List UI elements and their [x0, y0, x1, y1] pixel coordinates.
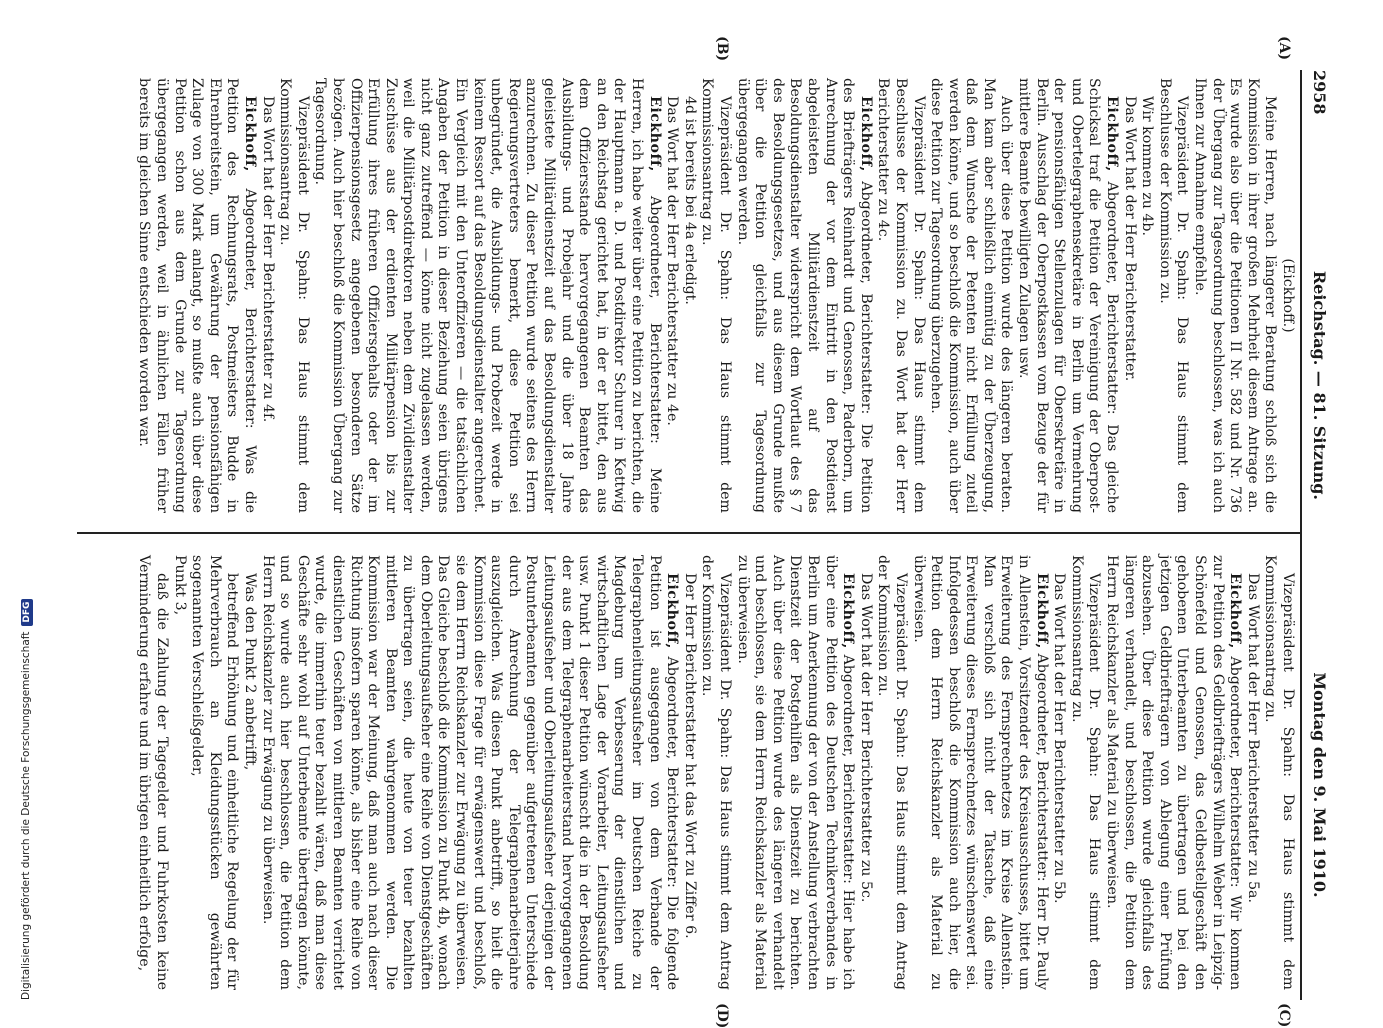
header-rule	[1301, 70, 1303, 1000]
speech-text: Abgeordneter, Berichterstatter: Was die Petition des Rechnungsrats, Postmeisters Budde in Ehrenbreitstein, um Gewährung der pensionsfähigen Zulage von 300 Mark anlangt, so mußte auch über diese Petition schon aus dem Grunde zur Tagesordnung übergegangen werden, weil in ähnlichen Fällen früher bereits im gleichen Sinne entschieden worden war.	[136, 78, 258, 513]
speaker-name: Eickhoff,	[1033, 573, 1050, 649]
speech-paragraph	[1102, 555, 1243, 990]
margin-marker-d: (D)	[714, 1003, 730, 1028]
paragraph: Meine Herren, nach längerer Beratung schloß sich die Kommission in ihrer großen Mehrheit diesem Antrage an. Es wurde also über die Petitionen II Nr. 582 und Nr. 736 der Übergang zur Tagesordnung beschlossen, was ich auch Ihnen zur Annahme empfehle.	[1192, 78, 1279, 513]
speech-paragraph	[1015, 78, 1121, 513]
credit-text: Digitalisierung gefördert durch die Deutsche Forschungsgemeinschaft	[20, 631, 32, 1000]
speech-text: Abgeordneter, Berichterstatter: Die folgende Petition ist ausgegangen von dem Verbande der Telegraphenleitungsaufseher im Deutschen Reiche zu Magdeburg um Verbesserung der dienstlichen und wirtschaftlichen Lage der Vorarbeiter, Leitungsaufseher usw. Punkt 1 dieser Petition wünscht die in der Besoldung der aus dem Telegraphenarbeiterstand hervorgegangenen Leitungsaufseher und Oberleitungsaufseher derjenigen der Postunterbeamten gegenüber aufgetretenen Unterschiede durch Anrechnung der Telegraphenarbeiterjahre auszugleichen. Was diesen Punkt anbetrifft, so hielt die Kommission diese Frage für erwägenswert und beschloß, sie dem Herrn Reichskanzler zur Erwägung zu überweisen. Das Gleiche beschloß die Kommission zu Punkt 4b, wonach dem Oberleitungsaufseher eine Reihe von Dienstgeschäften zu übertragen seien, die heute von teuer bezahlten mittleren Beamten wahrgenommen werden. Die Kommission war der Meinung, daß man auch nach dieser Richtung insofern sparen könne, als bisher eine Reihe von dienstlichen Geschäften von mittleren Beamten verrichtet wurde, die immerhin teuer bezahlt wären, daß man diese Geschäfte sehr wohl auf Unterbeamte übertragen könnte, und so wurde auch hier beschlossen, die Petition dem Herrn Reichskanzler zur Erwägung zu überweisen.	[259, 555, 681, 990]
paragraph: Auch über diese Petition wurde des längeren beraten. Man kam aber schließlich einmütig zu der Überzeugung, daß dem Wunsche der Petenten nicht Erfüllung zuteil werden könne, und so beschloß die Kommission, auch über diese Petition zur Tagesordnung überzugehen.	[928, 78, 1015, 513]
paragraph: Vizepräsident Dr. Spahn: Das Haus stimmt dem Beschlusse der Kommission zu. Das Wort hat der Herr Berichterstatter zu 4c.	[875, 78, 927, 513]
paragraph: Das Wort hat der Herr Berichterstatter zu 5c.	[857, 573, 874, 903]
paragraph: Punkt 3,	[171, 555, 188, 616]
paragraph: Wir kommen zu 4b.	[1139, 96, 1156, 236]
paragraph: betreffend Erhöhung und einheitliche Regelung der für Mehrverbrauch an Kleidungsstücken gewährten sogenannten Verschleißgelder,	[189, 555, 241, 990]
paragraph: Vizepräsident Dr. Spahn: Das Haus stimmt dem Kommissionsantrag zu.	[277, 78, 311, 513]
left-column	[135, 78, 1296, 513]
speech-paragraph	[909, 555, 1050, 990]
margin-marker-a: (A)	[1276, 36, 1292, 61]
paragraph: Was den Punkt 2 anbetrifft,	[241, 573, 258, 771]
speech-text: Abgeordneter, Berichterstatter: Das gleiche Schicksal traf die Petition der Vereinigung der Oberpost- und Obertelegraphensekretäre in Berlin um Vermehrung der pensionsfähigen Stellenzulagen für Obersekretäre in Berlin. Ausschlag der Oberpostkassen vom Bezuge der für mittlere Beamte bewilligten Zulagen usw.	[1016, 78, 1121, 514]
page-number: 2958	[1310, 70, 1329, 115]
speaker-name: Eickhoff,	[857, 96, 874, 172]
header-date: Montag den 9. Mai 1910.	[1310, 672, 1329, 898]
header-session-title: Reichstag. — 81. Sitzung.	[1310, 270, 1329, 500]
dfg-logo: DFG	[21, 599, 33, 626]
speech-paragraph	[135, 78, 258, 513]
speech-text: Abgeordneter, Berichterstatter: Die Petition des Briefträgers Reinhardt und Genossen, Paderborn, um Anrechnung der vor dem Eintritt in den Postdienst abgeleisteten Militärdienstzeit auf das Besoldungsdienstalter widerspricht dem Wortlaut des § 7 des Besoldungsgesetzes, und aus diesem Grunde mußte über die Petition gleichfalls zur Tagesordnung übergegangen werden.	[734, 78, 874, 514]
paragraph: Vizepräsident Dr. Spahn: Das Haus stimmt dem Kommissionsantrag zu.	[699, 78, 733, 513]
speech-paragraph	[733, 555, 856, 990]
speech-paragraph	[258, 555, 680, 990]
speaker-name: Eickhoff,	[840, 573, 857, 649]
right-column	[135, 555, 1296, 990]
paragraph: 4d ist bereits bei 4a erledigt.	[681, 96, 698, 305]
digitization-credit	[20, 599, 33, 1000]
paragraph: Das Wort hat der Herr Berichterstatter zu 4e.	[664, 96, 681, 426]
speaker-name: Eickhoff,	[646, 96, 663, 172]
paragraph: Vizepräsident Dr. Spahn: Das Haus stimmt dem Kommissionsantrag zu.	[1068, 555, 1103, 990]
speech-paragraph	[311, 78, 663, 513]
paragraph: Vizepräsident Dr. Spahn: Das Haus stimmt dem Antrag der Kommission zu.	[699, 555, 733, 990]
speaker-continuation: (Eickhoff.)	[1280, 258, 1296, 333]
paragraph: Das Wort hat der Herr Berichterstatter zu 5a.	[1244, 573, 1261, 903]
speaker-name: Eickhoff,	[241, 96, 258, 172]
speaker-name: Eickhoff,	[1227, 573, 1244, 649]
page-header	[1300, 70, 1330, 1000]
paragraph: Vizepräsident Dr. Spahn: Das Haus stimmt dem Kommissionsantrag zu.	[1262, 555, 1296, 990]
speech-text: Abgeordneter, Berichterstatter: Meine Herren, ich habe weiter über eine Petition zu berichten, die der Hauptmann a. D. und Postdirektor Schurer in Kettwig an den Reichstag gerichtet hat, in der er bittet, den aus dem Offiziersstande hervorgegangenen Beamten das Ausbildungs- und Probejahr und die über 18 Jahre geleistete Militärdienstzeit auf das Besoldungsdienstalter anzurechnen. Zu dieser Petition wurde seitens des Herrn Regierungsvertreters bemerkt, diese Petition sei unbegründet, die Ausbildungs- und Probezeit werde in keinem Ressort auf das Besoldungsdienstalter angerechnet. Ein Vergleich mit den Unteroffizieren — die tatsächlichen Angaben der Petition in dieser Beziehung seien übrigens nicht ganz zutreffend — könne nicht zugelassen werden, weil die Militärpostdirektoren neben dem Zivildienstalter Zuschüsse aus der erdienten Militärpension bis zur Erfüllung ihres früheren Offiziersgehalts oder der im Offizierpensionsgesetz angegebenen besonderen Sätze bezögen. Auch hier beschloß die Kommission Übergang zur Tagesordnung.	[312, 78, 663, 513]
paragraph: Der Herr Berichterstatter hat das Wort zu Ziffer 6.	[681, 573, 698, 939]
speaker-name: Eickhoff,	[1104, 96, 1121, 172]
margin-marker-c: (C)	[1276, 1003, 1292, 1028]
reichstag-page	[75, 36, 1330, 1028]
speech-text: Abgeordneter, Berichterstatter: Herr Dr. Pauly in Allenstein, Vorsitzender des Kreisausschusses, bittet um Erweiterung des Fernsprechnetzes im Kreise Allenstein. Man verschloß sich nicht der Tatsache, daß eine Erweiterung dieses Fernsprechnetzes wünschenswert sei. Infolgedessen beschloß die Kommission auch hier, die Petition dem Herrn Reichskanzler als Material zu überweisen.	[910, 555, 1050, 991]
column-divider	[77, 532, 1302, 534]
margin-marker-b: (B)	[714, 36, 730, 62]
paragraph: Das Wort hat der Herr Berichterstatter.	[1121, 96, 1138, 382]
paragraph: Vizepräsident Dr. Spahn: Das Haus stimmt dem Antrag der Kommission zu.	[875, 555, 909, 990]
paragraph: Das Wort hat der Herr Berichterstatter zu 4f.	[259, 96, 276, 423]
paragraph: daß die Zahlung der Tagegelder und Fuhrkosten keine Verminderung erfahre und im übrigen einheitlich erfolge,	[136, 555, 170, 990]
paragraph: Vizepräsident Dr. Spahn: Das Haus stimmt dem Beschlusse der Kommission zu.	[1156, 78, 1191, 513]
paragraph: Das Wort hat der Herr Berichterstatter zu 5b.	[1051, 573, 1068, 904]
speaker-name: Eickhoff,	[664, 573, 681, 649]
speech-paragraph	[733, 78, 874, 513]
speech-text: Abgeordneter, Berichterstatter: Hier habe ich über eine Petition des Deutschen Technikerverbandes in Berlin um Anerkennung der von der Anstellung verbrachten Dienstzeit der Postgehilfen als Dienstzeit zu berichten. Auch über diese Petition wurde des längeren verhandelt und beschlossen, sie dem Herrn Reichskanzler als Material zu überweisen.	[734, 555, 857, 990]
speech-text: Abgeordneter, Berichterstatter: Wir kommen zur Petition des Geldbriefträgers Wilhelm Weber in Leipzig-Schönefeld und Genossen, das Geldbestellgeschäft den gehobenen Unterbeamten zu übertragen und bei den jetzigen Geldbriefträgern von Ablegung einer Prüfung abzusehen. Über diese Petition wurde gleichfalls des längeren verhandelt, und beschlossen, die Petition dem Herrn Reichskanzler als Material zu überweisen.	[1104, 555, 1244, 990]
